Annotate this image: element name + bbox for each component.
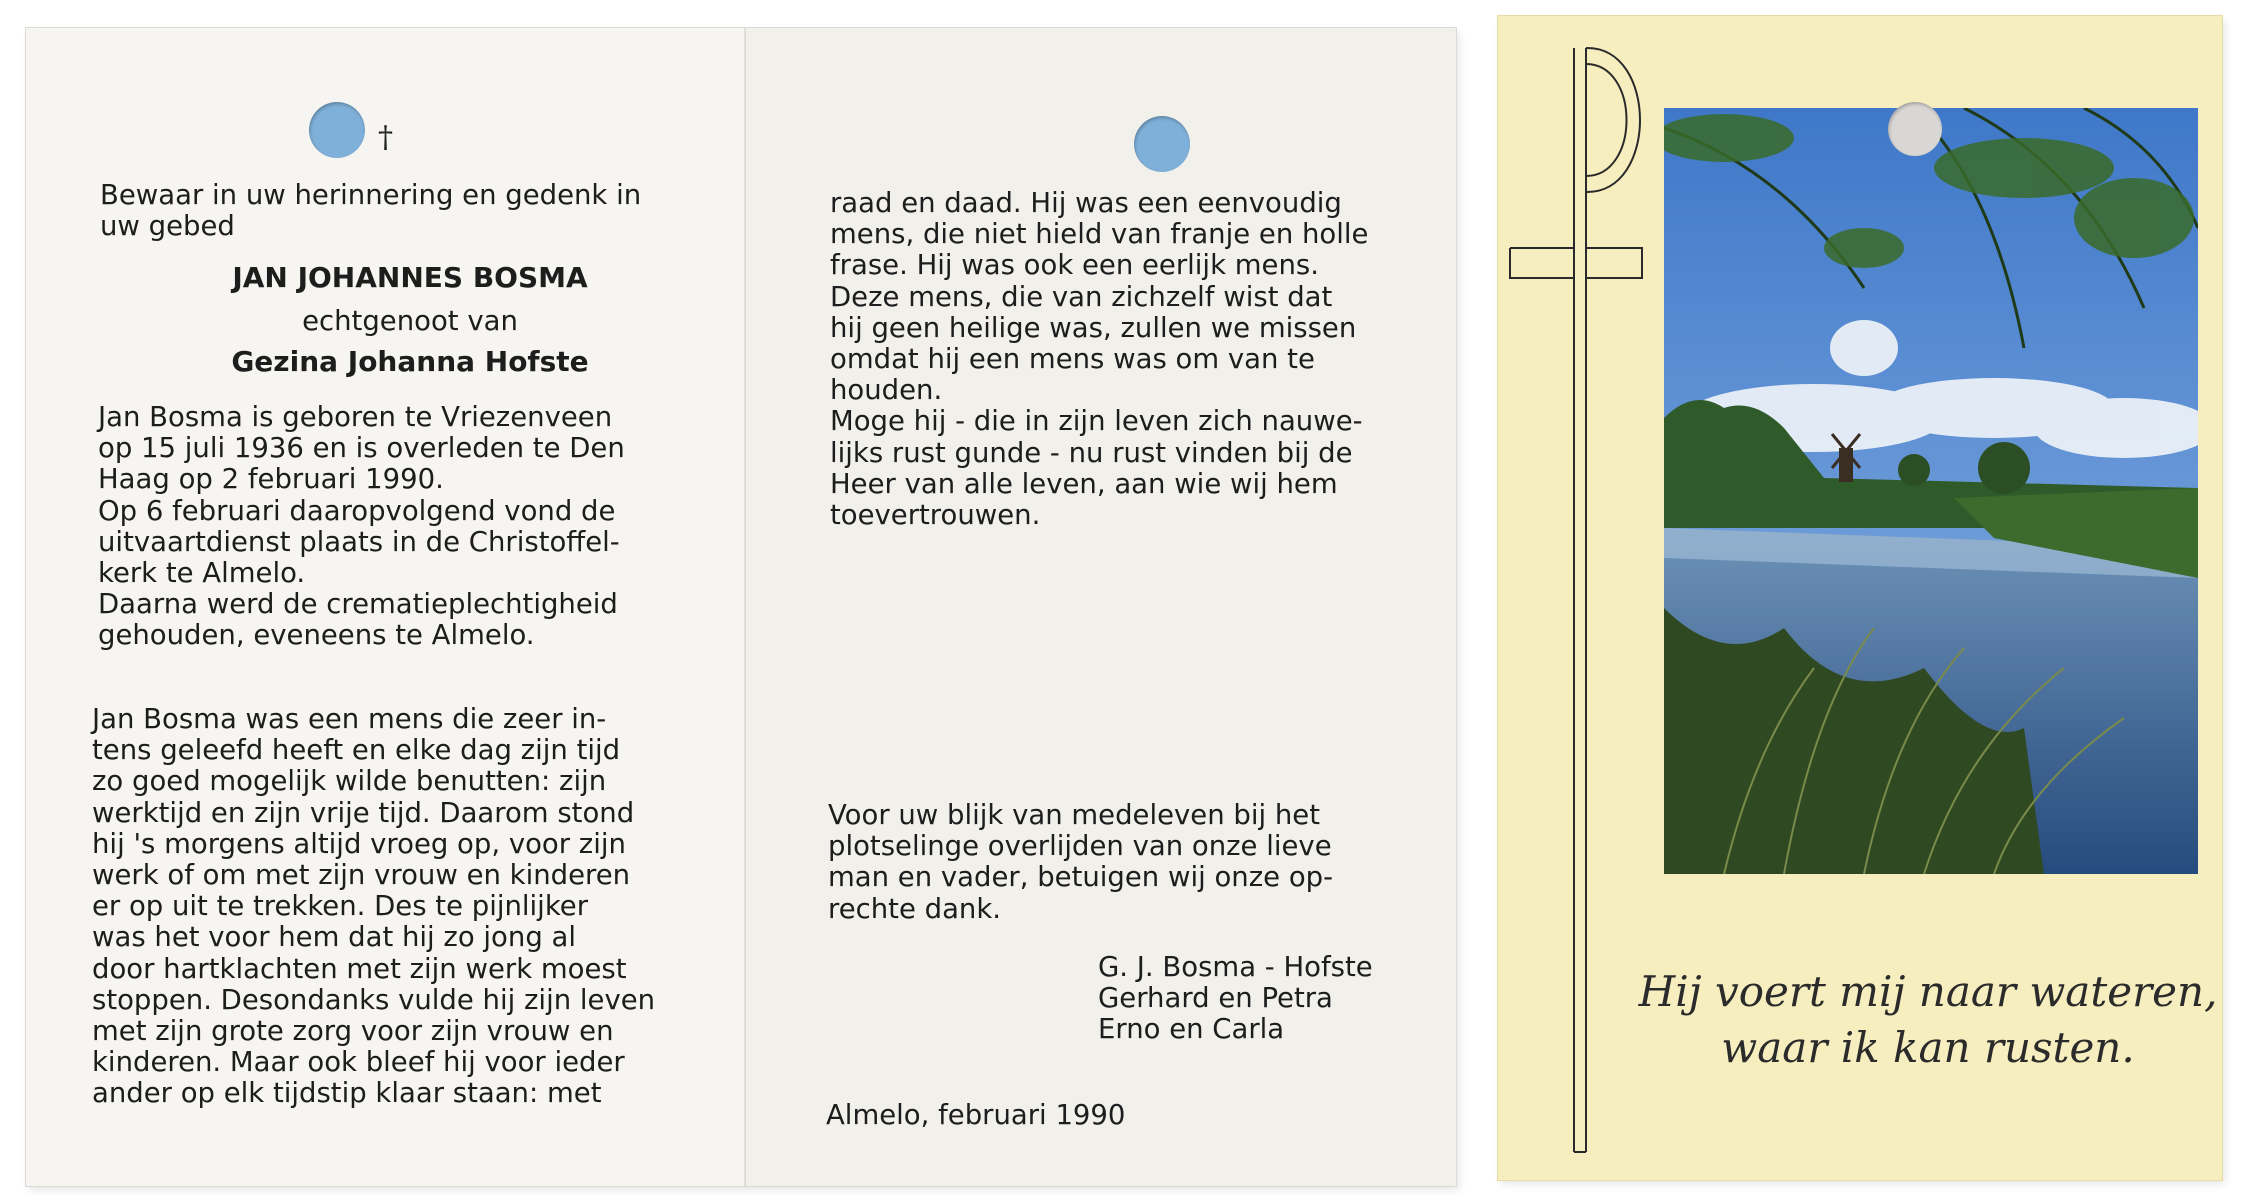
place-date: Almelo, februari 1990 [826,1099,1126,1131]
thanks-paragraph: Voor uw blijk van medeleven bij het plotselinge overlijden van onze lieve man en vader, betuigen wij onze op- rechte dank. [828,799,1334,925]
prayer-card [1498,16,2222,1180]
punch-hole [1888,102,1942,156]
deceased-name: JAN JOHANNES BOSMA [232,261,588,294]
punch-hole [1134,116,1190,172]
quote-line: waar ik kan rusten. [1721,1023,2135,1072]
spouse-name: Gezina Johanna Hofste [231,345,589,378]
cross-icon: † [378,120,393,155]
landscape-photo [1664,108,2198,874]
spouse-prefix: echtgenoot van [302,305,518,337]
bio-paragraph: Jan Bosma is geboren te Vriezenveen op 15 juli 1936 en is overleden te Den Haag op 2 februari 1990. Op 6 februari daaropvolgend vond de uitvaartdienst plaats in de Christoffel- kerk te Almelo. Daarna werd de crematieplechtigheid gehouden, eveneens te Almelo. [98,401,625,652]
signatory: Gerhard en Petra [1098,982,1333,1015]
intro-text: Bewaar in uw herinnering en gedenk in uw gebed [100,179,642,243]
signatory: Erno en Carla [1098,1013,1285,1046]
tribute-continuation: raad en daad. Hij was een eenvoudig mens, die niet hield van franje en holle frase. Hij was ook een eerlijk mens. Deze mens, die van zichzelf wist dat hij geen heilige was, zullen we missen omdat hij een mens was om van te houden. Moge hij - die in zijn leven zich nauwe- lijks rust gunde - nu rust vinden bij de Heer van alle leven, aan wie wij hem toevertrouwen. [830,187,1369,532]
quote-line: Hij voert mij naar wateren, [1638,967,2218,1016]
signatories [1098,952,1373,1046]
memorial-card [26,28,1456,1186]
punch-hole [309,102,365,158]
card-right-panel [746,28,1456,1186]
scripture-quote [1638,964,2218,1076]
tribute-paragraph: Jan Bosma was een mens die zeer in- tens geleefd heeft en elke dag zijn tijd zo goed mogelijk wilde benutten: zijn werktijd en zijn vrije tijd. Daarom stond hij 's morgens altijd vroeg op, voor zijn werk of om met zijn vrouw en kinderen er op uit te trekken. Des te pijnlijker was het voor hem dat hij zo jong al door hartklachten met zijn werk moest stoppen. Desondanks vulde hij zijn leven met zijn grote zorg voor zijn vrouw en kinderen. Maar ook bleef hij voor ieder ander op elk tijdstip klaar staan: met [92,703,656,1110]
card-left-panel [26,28,746,1186]
signatory: G. J. Bosma - Hofste [1098,951,1373,983]
